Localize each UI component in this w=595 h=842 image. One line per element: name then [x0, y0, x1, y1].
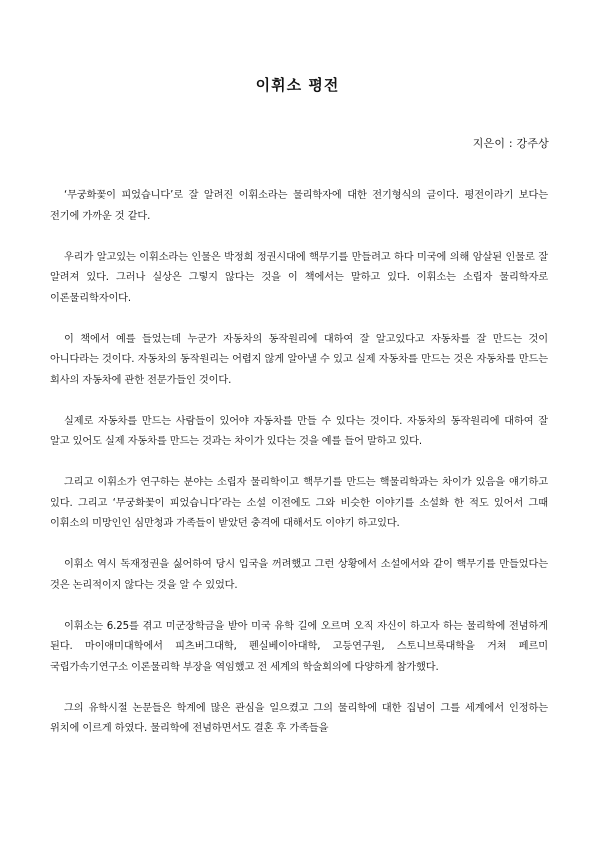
paragraph: 우리가 알고있는 이휘소라는 인물은 박정희 정권시대에 핵무기를 만들려고 하다 미국에 의해 암살된 인물로 잘 알려져 있다. 그러나 실상은 그렇지 않다는 것을 이 책에서는 말하고 있다. 이휘소는 소립자 물리학자로 이론물리학자이다. [50, 251, 548, 304]
paragraph: 이휘소는 6.25를 겪고 미군장학금을 받아 미국 유학 길에 오르며 오직 자신이 하고자 하는 물리학에 전념하게 된다. 마이애미대학에서 피츠버그대학, 펜실베이아대학, 고등연구원, 스토니브룩대학을 거쳐 페르미 국립가속기연구소 이론물리학 부장을 역임했고 전 세계의 학술회의에 다양하게 참가했다. [50, 620, 548, 673]
paragraph: 실제로 자동차를 만드는 사람들이 있어야 자동차를 만들 수 있다는 것이다. 자동차의 동작원리에 대하여 잘 알고 있어도 실제 자동차를 만드는 것과는 차이가 있다는 것을 예를 들어 말하고 있다. [50, 415, 548, 447]
document-title: 이휘소 평전 [255, 76, 340, 94]
paragraph: ‘무궁화꽃이 피었습니다’로 잘 알려진 이휘소라는 물리학자에 대한 전기형식의 글이다. 평전이라기 보다는 전기에 가까운 것 같다. [50, 190, 548, 222]
paragraph: 그리고 이휘소가 연구하는 분야는 소립자 물리학이고 핵무기를 만드는 핵물리학과는 차이가 있음을 얘기하고 있다. 그리고 ‘무궁화꽃이 피었습니다’라는 소설 이전에도 그와 비슷한 이야기를 소설화 한 적도 있어서 그때 이휘소의 미망인인 심만청과 가족들이 받았던 충격에 대해서도 이야기 하고있다. [50, 477, 548, 529]
paragraph: 이 책에서 예를 들었는데 누군가 자동차의 동작원리에 대하여 잘 알고있다고 자동차를 잘 만드는 것이 아니다라는 것이다. 자동차의 동작원리는 어렵지 않게 알아낼 수 있고 실제 자동차를 만드는 것은 자동차를 만드는 회사의 자동차에 관한 전문가들인 것이다. [50, 333, 548, 386]
paragraph: 그의 유학시절 논문들은 학계에 많은 관심을 일으켰고 그의 물리학에 대한 집념이 그를 세계에서 인정하는 위치에 이르게 하였다. 물리학에 전념하면서도 결혼 후 가족들을 [50, 702, 548, 734]
author-line: 지은이 : 강주상 [472, 137, 549, 150]
paragraph: 이휘소 역시 독재정권을 싫어하여 당시 입국을 꺼려했고 그런 상황에서 소설에서와 같이 핵무기를 만들었다는 것은 논리적이지 않다는 것을 알 수 있었다. [50, 559, 548, 591]
document-body [50, 186, 548, 760]
